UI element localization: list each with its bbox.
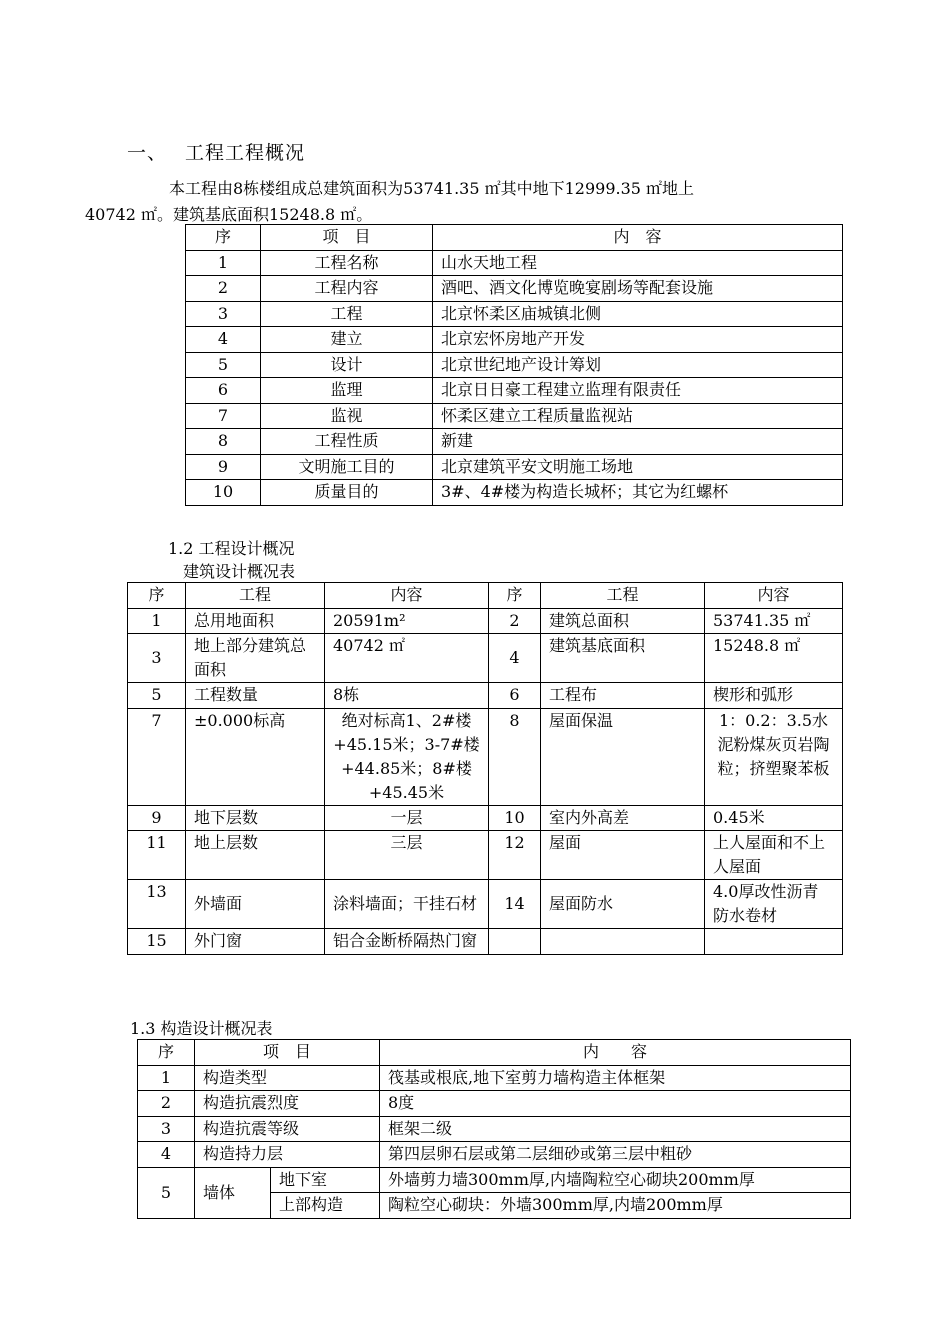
cell-item: 构造抗震等级 [195,1116,380,1142]
header-item: 工程 [541,583,705,609]
cell-item: 地上部分建筑总面积 [186,634,325,683]
cell-seq: 1 [186,250,261,276]
cell-seq: 6 [489,683,541,709]
table-row [138,1142,851,1168]
header-seq: 序 [186,225,261,251]
cell-seq: 3 [186,301,261,327]
cell-seq: 15 [128,929,186,955]
table-row [128,831,843,880]
cell-seq: 10 [489,805,541,831]
cell-item: 总用地面积 [186,608,325,634]
cell-item: 构造类型 [195,1065,380,1091]
section-1-3-title: 1.3 构造设计概况表 [130,1019,273,1038]
cell-seq: 11 [128,831,186,880]
cell-content: 1：0.2：3.5水泥粉煤灰页岩陶粒；挤塑聚苯板 [705,708,843,805]
cell-subitem: 上部构造 [271,1193,380,1219]
cell-item: 地上层数 [186,831,325,880]
table-row [186,429,843,455]
cell-content: 北京宏怀房地产开发 [433,327,843,353]
cell-seq: 1 [138,1065,195,1091]
cell-content: 北京日日豪工程建立监理有限责任 [433,378,843,404]
cell-seq: 4 [138,1142,195,1168]
cell-seq: 2 [138,1091,195,1117]
cell-item: 监视 [261,403,433,429]
cell-item: 室内外高差 [541,805,705,831]
cell-seq: 5 [186,352,261,378]
cell-seq: 7 [186,403,261,429]
table-row [186,454,843,480]
project-overview-table [185,224,843,506]
cell-empty [541,929,705,955]
cell-empty [705,929,843,955]
cell-item: 工程 [261,301,433,327]
cell-item: 建筑基底面积 [541,634,705,683]
header-seq: 序 [128,583,186,609]
header-item: 项 目 [195,1040,380,1066]
section-1-2-subtitle: 建筑设计概况表 [183,562,296,581]
cell-content: 8栋 [325,683,489,709]
table-row [128,708,843,805]
cell-seq: 5 [128,683,186,709]
cell-item: 文明施工目的 [261,454,433,480]
cell-content: 8度 [380,1091,851,1117]
table-row [186,352,843,378]
cell-item: 外墙面 [186,880,325,929]
cell-content: 外墙剪力墙300mm厚,内墙陶粒空心砌块200mm厚 [380,1167,851,1193]
cell-item: 墙体 [195,1167,271,1218]
structure-design-table [137,1039,851,1219]
architecture-design-table [127,582,843,955]
cell-seq: 2 [489,608,541,634]
cell-content: 第四层卵石层或第二层细砂或第三层中粗砂 [380,1142,851,1168]
cell-content: 0.45米 [705,805,843,831]
intro-line-2: 40742 ㎡。建筑基底面积15248.8 ㎡。 [85,205,373,224]
cell-item: 工程数量 [186,683,325,709]
section-1-2-title: 1.2 工程设计概况 [168,539,295,558]
table-row [138,1167,851,1193]
cell-content: 53741.35 ㎡ [705,608,843,634]
cell-item: 地下层数 [186,805,325,831]
cell-item: 工程性质 [261,429,433,455]
header-content: 内 容 [380,1040,851,1066]
table-row [138,1065,851,1091]
cell-item: 构造抗震烈度 [195,1091,380,1117]
cell-content: 15248.8 ㎡ [705,634,843,683]
cell-content: 楔形和弧形 [705,683,843,709]
table-row [128,929,843,955]
cell-seq: 9 [186,454,261,480]
header-item: 工程 [186,583,325,609]
header-content: 内容 [705,583,843,609]
cell-content: 40742 ㎡ [325,634,489,683]
cell-item: 屋面防水 [541,880,705,929]
cell-content: 筏基或根底,地下室剪力墙构造主体框架 [380,1065,851,1091]
cell-seq: 13 [128,880,186,929]
cell-item: 屋面 [541,831,705,880]
cell-content: 3#、4#楼为构造长城杯；其它为红螺杯 [433,480,843,506]
cell-seq: 8 [489,708,541,805]
table-row [138,1091,851,1117]
cell-seq: 5 [138,1167,195,1218]
cell-subitem: 地下室 [271,1167,380,1193]
cell-item: ±0.000标高 [186,708,325,805]
header-seq: 序 [138,1040,195,1066]
intro-line-1: 本工程由8栋楼组成总建筑面积为53741.35 ㎡其中地下12999.35 ㎡地上 [169,179,695,198]
cell-item: 建立 [261,327,433,353]
cell-seq: 7 [128,708,186,805]
cell-seq: 6 [186,378,261,404]
table-header-row [138,1040,851,1066]
cell-seq: 1 [128,608,186,634]
header-content: 内容 [325,583,489,609]
cell-content: 酒吧、酒文化博览晚宴剧场等配套设施 [433,276,843,302]
cell-item: 外门窗 [186,929,325,955]
cell-content: 山水天地工程 [433,250,843,276]
cell-seq: 12 [489,831,541,880]
cell-seq: 3 [128,634,186,683]
intro-paragraph [85,176,847,228]
table-row [186,480,843,506]
cell-content: 北京建筑平安文明施工场地 [433,454,843,480]
cell-item: 屋面保温 [541,708,705,805]
cell-content: 北京世纪地产设计筹划 [433,352,843,378]
cell-item: 建筑总面积 [541,608,705,634]
header-content: 内 容 [433,225,843,251]
table-row [128,805,843,831]
table-row [186,378,843,404]
cell-seq: 3 [138,1116,195,1142]
cell-seq: 4 [489,634,541,683]
section-title: 工程工程概况 [185,142,306,164]
cell-item: 设计 [261,352,433,378]
table-row [186,403,843,429]
cell-seq: 14 [489,880,541,929]
cell-content: 20591m² [325,608,489,634]
cell-content: 上人屋面和不上人屋面 [705,831,843,880]
cell-content: 陶粒空心砌块：外墙300mm厚,内墙200mm厚 [380,1193,851,1219]
cell-content: 绝对标高1、2#楼+45.15米；3-7#楼+44.85米；8#楼+45.45米 [325,708,489,805]
cell-seq: 2 [186,276,261,302]
cell-seq: 8 [186,429,261,455]
cell-content: 框架二级 [380,1116,851,1142]
cell-content: 怀柔区建立工程质量监视站 [433,403,843,429]
cell-content: 4.0厚改性沥青防水卷材 [705,880,843,929]
header-seq: 序 [489,583,541,609]
cell-item: 质量目的 [261,480,433,506]
table-row [128,683,843,709]
cell-content: 铝合金断桥隔热门窗 [325,929,489,955]
cell-content: 新建 [433,429,843,455]
table-row [186,327,843,353]
table-row [138,1116,851,1142]
table-header-row [186,225,843,251]
cell-content: 一层 [325,805,489,831]
cell-item: 工程布 [541,683,705,709]
table-row [128,608,843,634]
cell-seq: 9 [128,805,186,831]
table-row [186,276,843,302]
cell-item: 监理 [261,378,433,404]
cell-content: 涂料墙面；干挂石材 [325,880,489,929]
cell-item: 工程名称 [261,250,433,276]
table-row [186,301,843,327]
section-heading [127,138,305,165]
cell-content: 北京怀柔区庙城镇北侧 [433,301,843,327]
table-row [186,250,843,276]
table-header-row [128,583,843,609]
cell-seq: 10 [186,480,261,506]
header-item: 项 目 [261,225,433,251]
cell-item: 工程内容 [261,276,433,302]
table-row [128,880,843,929]
cell-content: 三层 [325,831,489,880]
cell-item: 构造持力层 [195,1142,380,1168]
section-number: 一、 [127,142,168,164]
cell-empty [489,929,541,955]
cell-seq: 4 [186,327,261,353]
table-row [128,634,843,683]
